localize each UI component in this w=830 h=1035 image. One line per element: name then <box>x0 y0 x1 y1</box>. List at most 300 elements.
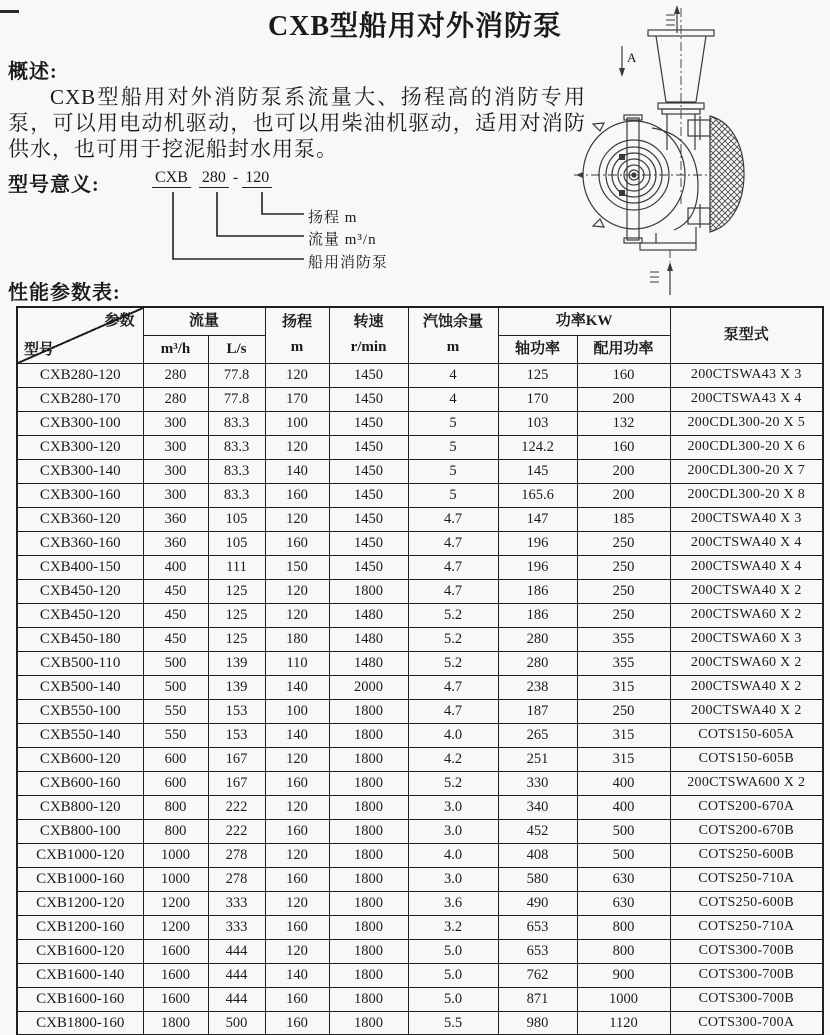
cell-speed: 1800 <box>329 891 408 915</box>
cell-npsh: 5.5 <box>408 1011 498 1035</box>
table-row <box>17 843 823 867</box>
model-meaning-heading: 型号意义: <box>8 174 100 196</box>
cell-shaft-power: 196 <box>498 555 577 579</box>
cell-shaft-power: 186 <box>498 579 577 603</box>
cell-npsh: 4 <box>408 387 498 411</box>
cell-npsh: 3.2 <box>408 915 498 939</box>
cell-pump-type: 200CTSWA40 X 4 <box>670 555 823 579</box>
overview-text: CXB型船用对外消防泵系流量大、扬程高的消防专用泵，可以用电动机驱动，也可以用柴油机驱动，适用对消防供水，也可用于挖泥船封水用泵。 <box>8 85 586 161</box>
cell-head: 140 <box>265 675 329 699</box>
cell-flow-m3h: 800 <box>143 819 208 843</box>
cell-model: CXB280-170 <box>17 387 143 411</box>
header-corner-parameter: 参数 <box>104 313 135 329</box>
cell-model: CXB1600-160 <box>17 987 143 1011</box>
table-row <box>17 1011 823 1035</box>
cell-npsh: 4.0 <box>408 723 498 747</box>
cell-flow-ls: 222 <box>208 795 265 819</box>
cell-pump-type: 200CDL300-20 X 8 <box>670 483 823 507</box>
cell-rated-power: 315 <box>577 723 670 747</box>
cell-flow-m3h: 600 <box>143 747 208 771</box>
table-heading: 性能参数表: <box>8 282 121 304</box>
cell-npsh: 5.0 <box>408 963 498 987</box>
cell-head: 140 <box>265 723 329 747</box>
header-power-group: 功率KW <box>498 307 670 335</box>
cell-npsh: 5 <box>408 483 498 507</box>
cell-pump-type: 200CTSWA60 X 2 <box>670 603 823 627</box>
cell-speed: 1800 <box>329 867 408 891</box>
cell-speed: 2000 <box>329 675 408 699</box>
cell-model: CXB600-160 <box>17 771 143 795</box>
cell-flow-ls: 333 <box>208 891 265 915</box>
header-npsh <box>408 307 498 363</box>
cell-model: CXB400-150 <box>17 555 143 579</box>
header-rated-power: 配用功率 <box>577 335 670 363</box>
model-label-flow: 流量 m³/n <box>308 232 377 248</box>
cell-npsh: 4.7 <box>408 507 498 531</box>
header-head-unit: m <box>290 339 304 356</box>
header-npsh-label: 汽蚀余量 <box>423 314 484 331</box>
cell-model: CXB300-100 <box>17 411 143 435</box>
cell-rated-power: 900 <box>577 963 670 987</box>
header-speed-unit: r/min <box>350 339 387 356</box>
cell-rated-power: 250 <box>577 603 670 627</box>
cell-npsh: 4.7 <box>408 531 498 555</box>
cell-shaft-power: 238 <box>498 675 577 699</box>
cell-flow-m3h: 1800 <box>143 1011 208 1035</box>
cell-flow-m3h: 450 <box>143 579 208 603</box>
table-row <box>17 579 823 603</box>
cell-shaft-power: 125 <box>498 363 577 387</box>
cell-shaft-power: 452 <box>498 819 577 843</box>
cell-speed: 1800 <box>329 1011 408 1035</box>
cell-pump-type: 200CTSWA40 X 3 <box>670 507 823 531</box>
table-row <box>17 483 823 507</box>
cell-head: 120 <box>265 579 329 603</box>
section-view-label: A <box>627 50 637 65</box>
cell-model: CXB800-100 <box>17 819 143 843</box>
cell-pump-type: 200CTSWA43 X 4 <box>670 387 823 411</box>
cell-speed: 1800 <box>329 915 408 939</box>
table-row <box>17 723 823 747</box>
cell-flow-ls: 111 <box>208 555 265 579</box>
cell-flow-ls: 125 <box>208 579 265 603</box>
cell-model: CXB1000-120 <box>17 843 143 867</box>
cell-rated-power: 800 <box>577 915 670 939</box>
table-row <box>17 939 823 963</box>
cell-flow-ls: 105 <box>208 531 265 555</box>
cell-model: CXB450-180 <box>17 627 143 651</box>
model-label-head: 扬程 m <box>308 210 358 226</box>
cell-flow-m3h: 1200 <box>143 915 208 939</box>
cell-rated-power: 200 <box>577 387 670 411</box>
cell-flow-m3h: 360 <box>143 507 208 531</box>
cell-model: CXB1600-140 <box>17 963 143 987</box>
header-speed <box>329 307 408 363</box>
cell-shaft-power: 280 <box>498 651 577 675</box>
cell-head: 100 <box>265 411 329 435</box>
table-row <box>17 507 823 531</box>
model-code <box>152 169 272 187</box>
table-row <box>17 411 823 435</box>
cell-head: 160 <box>265 867 329 891</box>
cell-head: 120 <box>265 363 329 387</box>
cell-shaft-power: 653 <box>498 915 577 939</box>
cell-npsh: 5 <box>408 435 498 459</box>
cell-npsh: 3.0 <box>408 819 498 843</box>
cell-head: 100 <box>265 699 329 723</box>
cell-flow-m3h: 280 <box>143 387 208 411</box>
cell-head: 160 <box>265 483 329 507</box>
cell-speed: 1800 <box>329 699 408 723</box>
cell-shaft-power: 871 <box>498 987 577 1011</box>
cell-flow-ls: 83.3 <box>208 435 265 459</box>
cell-model: CXB1800-160 <box>17 1011 143 1035</box>
cell-rated-power: 200 <box>577 483 670 507</box>
cell-rated-power: 630 <box>577 867 670 891</box>
cell-model: CXB800-120 <box>17 795 143 819</box>
cell-rated-power: 200 <box>577 459 670 483</box>
cell-speed: 1800 <box>329 747 408 771</box>
cell-shaft-power: 147 <box>498 507 577 531</box>
cell-model: CXB360-160 <box>17 531 143 555</box>
cell-flow-ls: 77.8 <box>208 387 265 411</box>
cell-npsh: 5.2 <box>408 603 498 627</box>
cell-pump-type: COTS200-670A <box>670 795 823 819</box>
cell-model: CXB280-120 <box>17 363 143 387</box>
cell-rated-power: 1000 <box>577 987 670 1011</box>
cell-model: CXB450-120 <box>17 579 143 603</box>
table-row <box>17 675 823 699</box>
cell-model: CXB300-160 <box>17 483 143 507</box>
cell-flow-m3h: 550 <box>143 723 208 747</box>
cell-rated-power: 250 <box>577 531 670 555</box>
cell-flow-m3h: 300 <box>143 411 208 435</box>
cell-flow-m3h: 500 <box>143 651 208 675</box>
model-label-pump: 船用消防泵 <box>308 255 389 271</box>
cell-shaft-power: 580 <box>498 867 577 891</box>
cell-shaft-power: 408 <box>498 843 577 867</box>
cell-rated-power: 355 <box>577 627 670 651</box>
cell-npsh: 3.6 <box>408 891 498 915</box>
cell-speed: 1800 <box>329 963 408 987</box>
cell-pump-type: 200CTSWA60 X 2 <box>670 651 823 675</box>
table-row <box>17 795 823 819</box>
performance-table-body <box>17 363 823 1035</box>
cell-rated-power: 315 <box>577 675 670 699</box>
cell-flow-ls: 125 <box>208 603 265 627</box>
cell-head: 120 <box>265 603 329 627</box>
cell-rated-power: 250 <box>577 555 670 579</box>
cell-pump-type: COTS250-710A <box>670 867 823 891</box>
cell-flow-ls: 444 <box>208 963 265 987</box>
cell-rated-power: 250 <box>577 579 670 603</box>
cell-speed: 1450 <box>329 363 408 387</box>
table-row <box>17 555 823 579</box>
model-code-flow: 280 <box>199 169 229 188</box>
cell-pump-type: 200CDL300-20 X 6 <box>670 435 823 459</box>
cell-speed: 1800 <box>329 939 408 963</box>
cell-flow-ls: 153 <box>208 723 265 747</box>
cell-model: CXB550-140 <box>17 723 143 747</box>
cell-speed: 1450 <box>329 459 408 483</box>
overview-heading: 概述: <box>8 61 58 83</box>
model-meaning-diagram <box>140 166 450 274</box>
table-row <box>17 699 823 723</box>
cell-head: 160 <box>265 771 329 795</box>
cell-flow-ls: 125 <box>208 627 265 651</box>
cell-shaft-power: 762 <box>498 963 577 987</box>
cell-shaft-power: 980 <box>498 1011 577 1035</box>
cell-npsh: 5.2 <box>408 651 498 675</box>
cell-head: 120 <box>265 747 329 771</box>
cell-shaft-power: 103 <box>498 411 577 435</box>
cell-flow-ls: 278 <box>208 867 265 891</box>
cell-flow-m3h: 1600 <box>143 963 208 987</box>
cell-speed: 1450 <box>329 555 408 579</box>
cell-pump-type: COTS250-600B <box>670 843 823 867</box>
cell-shaft-power: 490 <box>498 891 577 915</box>
cell-pump-type: 200CTSWA43 X 3 <box>670 363 823 387</box>
table-row <box>17 771 823 795</box>
header-head <box>265 307 329 363</box>
cell-shaft-power: 280 <box>498 627 577 651</box>
cell-model: CXB500-110 <box>17 651 143 675</box>
cell-speed: 1450 <box>329 435 408 459</box>
cell-model: CXB360-120 <box>17 507 143 531</box>
cell-head: 120 <box>265 939 329 963</box>
cell-rated-power: 800 <box>577 939 670 963</box>
header-speed-label: 转速 <box>353 314 384 331</box>
cell-npsh: 5.2 <box>408 627 498 651</box>
cell-flow-m3h: 1200 <box>143 891 208 915</box>
cell-head: 160 <box>265 915 329 939</box>
cell-flow-m3h: 300 <box>143 435 208 459</box>
table-row <box>17 891 823 915</box>
cell-npsh: 5 <box>408 411 498 435</box>
cell-speed: 1800 <box>329 819 408 843</box>
cell-rated-power: 500 <box>577 819 670 843</box>
cell-flow-ls: 167 <box>208 747 265 771</box>
cell-speed: 1800 <box>329 723 408 747</box>
cell-npsh: 4.0 <box>408 843 498 867</box>
cell-flow-ls: 222 <box>208 819 265 843</box>
cell-npsh: 3.0 <box>408 795 498 819</box>
cell-model: CXB1000-160 <box>17 867 143 891</box>
cell-head: 120 <box>265 891 329 915</box>
cell-flow-ls: 333 <box>208 915 265 939</box>
cell-rated-power: 132 <box>577 411 670 435</box>
cell-model: CXB500-140 <box>17 675 143 699</box>
header-flow-ls: L/s <box>208 335 265 363</box>
cell-npsh: 5 <box>408 459 498 483</box>
cell-pump-type: 200CTSWA40 X 2 <box>670 675 823 699</box>
cell-flow-ls: 500 <box>208 1011 265 1035</box>
cell-shaft-power: 124.2 <box>498 435 577 459</box>
table-row <box>17 867 823 891</box>
cell-flow-ls: 105 <box>208 507 265 531</box>
cell-pump-type: COTS300-700B <box>670 963 823 987</box>
table-row <box>17 651 823 675</box>
cell-pump-type: COTS250-710A <box>670 915 823 939</box>
cell-speed: 1450 <box>329 507 408 531</box>
cell-model: CXB1600-120 <box>17 939 143 963</box>
cell-flow-ls: 139 <box>208 675 265 699</box>
header-shaft-power: 轴功率 <box>498 335 577 363</box>
cell-head: 120 <box>265 795 329 819</box>
cell-flow-m3h: 550 <box>143 699 208 723</box>
cell-flow-ls: 77.8 <box>208 363 265 387</box>
cell-flow-m3h: 450 <box>143 603 208 627</box>
cell-flow-m3h: 1600 <box>143 987 208 1011</box>
header-corner-model: 型号 <box>24 341 55 358</box>
cell-shaft-power: 251 <box>498 747 577 771</box>
cell-head: 180 <box>265 627 329 651</box>
cell-model: CXB1200-120 <box>17 891 143 915</box>
cell-shaft-power: 340 <box>498 795 577 819</box>
cell-npsh: 4.7 <box>408 579 498 603</box>
cell-speed: 1450 <box>329 387 408 411</box>
cell-npsh: 5.0 <box>408 939 498 963</box>
cell-head: 170 <box>265 387 329 411</box>
cell-rated-power: 160 <box>577 363 670 387</box>
cell-flow-ls: 83.3 <box>208 459 265 483</box>
cell-model: CXB600-120 <box>17 747 143 771</box>
cell-pump-type: 200CTSWA40 X 2 <box>670 579 823 603</box>
cell-model: CXB300-120 <box>17 435 143 459</box>
cell-flow-m3h: 1600 <box>143 939 208 963</box>
cell-shaft-power: 330 <box>498 771 577 795</box>
cell-npsh: 5.2 <box>408 771 498 795</box>
cell-speed: 1800 <box>329 795 408 819</box>
cell-flow-m3h: 600 <box>143 771 208 795</box>
cell-rated-power: 315 <box>577 747 670 771</box>
table-row <box>17 387 823 411</box>
header-pump-type: 泵型式 <box>670 307 823 363</box>
cell-flow-m3h: 500 <box>143 675 208 699</box>
table-row <box>17 915 823 939</box>
cell-head: 140 <box>265 963 329 987</box>
cell-head: 140 <box>265 459 329 483</box>
cell-rated-power: 500 <box>577 843 670 867</box>
cell-npsh: 4.7 <box>408 699 498 723</box>
table-row <box>17 435 823 459</box>
cell-npsh: 4.2 <box>408 747 498 771</box>
cell-shaft-power: 170 <box>498 387 577 411</box>
cell-npsh: 5.0 <box>408 987 498 1011</box>
cell-flow-ls: 167 <box>208 771 265 795</box>
cell-head: 160 <box>265 819 329 843</box>
cell-flow-m3h: 300 <box>143 459 208 483</box>
cell-model: CXB1200-160 <box>17 915 143 939</box>
cell-speed: 1800 <box>329 987 408 1011</box>
cell-head: 160 <box>265 531 329 555</box>
cell-rated-power: 400 <box>577 795 670 819</box>
cell-pump-type: 200CTSWA600 X 2 <box>670 771 823 795</box>
cell-flow-m3h: 400 <box>143 555 208 579</box>
cell-model: CXB550-100 <box>17 699 143 723</box>
table-row <box>17 603 823 627</box>
cell-flow-m3h: 800 <box>143 795 208 819</box>
cell-speed: 1480 <box>329 651 408 675</box>
cell-speed: 1800 <box>329 579 408 603</box>
cell-flow-ls: 153 <box>208 699 265 723</box>
cell-head: 160 <box>265 987 329 1011</box>
model-code-head: 120 <box>242 169 272 188</box>
cell-head: 120 <box>265 843 329 867</box>
cell-speed: 1450 <box>329 483 408 507</box>
header-head-label: 扬程 <box>282 314 313 331</box>
table-row <box>17 819 823 843</box>
cell-head: 150 <box>265 555 329 579</box>
table-row <box>17 963 823 987</box>
cell-pump-type: COTS250-600B <box>670 891 823 915</box>
cell-head: 110 <box>265 651 329 675</box>
cell-npsh: 4.7 <box>408 675 498 699</box>
cell-rated-power: 160 <box>577 435 670 459</box>
header-flow-m3h: m³/h <box>143 335 208 363</box>
cell-flow-ls: 444 <box>208 939 265 963</box>
header-corner-cell <box>17 307 143 363</box>
cell-model: CXB450-120 <box>17 603 143 627</box>
cell-pump-type: COTS300-700A <box>670 1011 823 1035</box>
cell-npsh: 4 <box>408 363 498 387</box>
performance-table <box>16 306 824 1035</box>
cell-flow-ls: 139 <box>208 651 265 675</box>
cell-speed: 1800 <box>329 771 408 795</box>
cell-flow-m3h: 450 <box>143 627 208 651</box>
cell-flow-ls: 83.3 <box>208 483 265 507</box>
cell-rated-power: 630 <box>577 891 670 915</box>
cell-shaft-power: 187 <box>498 699 577 723</box>
pump-drawing <box>566 0 830 300</box>
cell-shaft-power: 186 <box>498 603 577 627</box>
cell-npsh: 4.7 <box>408 555 498 579</box>
cell-flow-ls: 444 <box>208 987 265 1011</box>
pump-drawing-svg <box>566 0 830 300</box>
cell-pump-type: COTS300-700B <box>670 939 823 963</box>
header-npsh-unit: m <box>446 339 460 356</box>
cell-speed: 1480 <box>329 603 408 627</box>
cell-model: CXB300-140 <box>17 459 143 483</box>
cell-pump-type: 200CTSWA60 X 3 <box>670 627 823 651</box>
cell-pump-type: 200CDL300-20 X 5 <box>670 411 823 435</box>
cell-npsh: 3.0 <box>408 867 498 891</box>
table-row <box>17 531 823 555</box>
cell-head: 120 <box>265 507 329 531</box>
cell-flow-m3h: 360 <box>143 531 208 555</box>
cell-speed: 1450 <box>329 531 408 555</box>
cell-rated-power: 400 <box>577 771 670 795</box>
cell-pump-type: COTS200-670B <box>670 819 823 843</box>
model-code-prefix: CXB <box>152 169 191 188</box>
cell-speed: 1800 <box>329 843 408 867</box>
header-flow-group: 流量 <box>143 307 265 335</box>
table-row <box>17 627 823 651</box>
cell-pump-type: COTS300-700B <box>670 987 823 1011</box>
cell-head: 160 <box>265 1011 329 1035</box>
cell-pump-type: 200CDL300-20 X 7 <box>670 459 823 483</box>
cell-flow-ls: 278 <box>208 843 265 867</box>
cell-rated-power: 250 <box>577 699 670 723</box>
cell-shaft-power: 265 <box>498 723 577 747</box>
cell-shaft-power: 196 <box>498 531 577 555</box>
table-row <box>17 363 823 387</box>
model-code-separator: - <box>232 169 239 186</box>
cell-rated-power: 1120 <box>577 1011 670 1035</box>
cell-pump-type: COTS150-605B <box>670 747 823 771</box>
cell-pump-type: COTS150-605A <box>670 723 823 747</box>
cell-shaft-power: 653 <box>498 939 577 963</box>
